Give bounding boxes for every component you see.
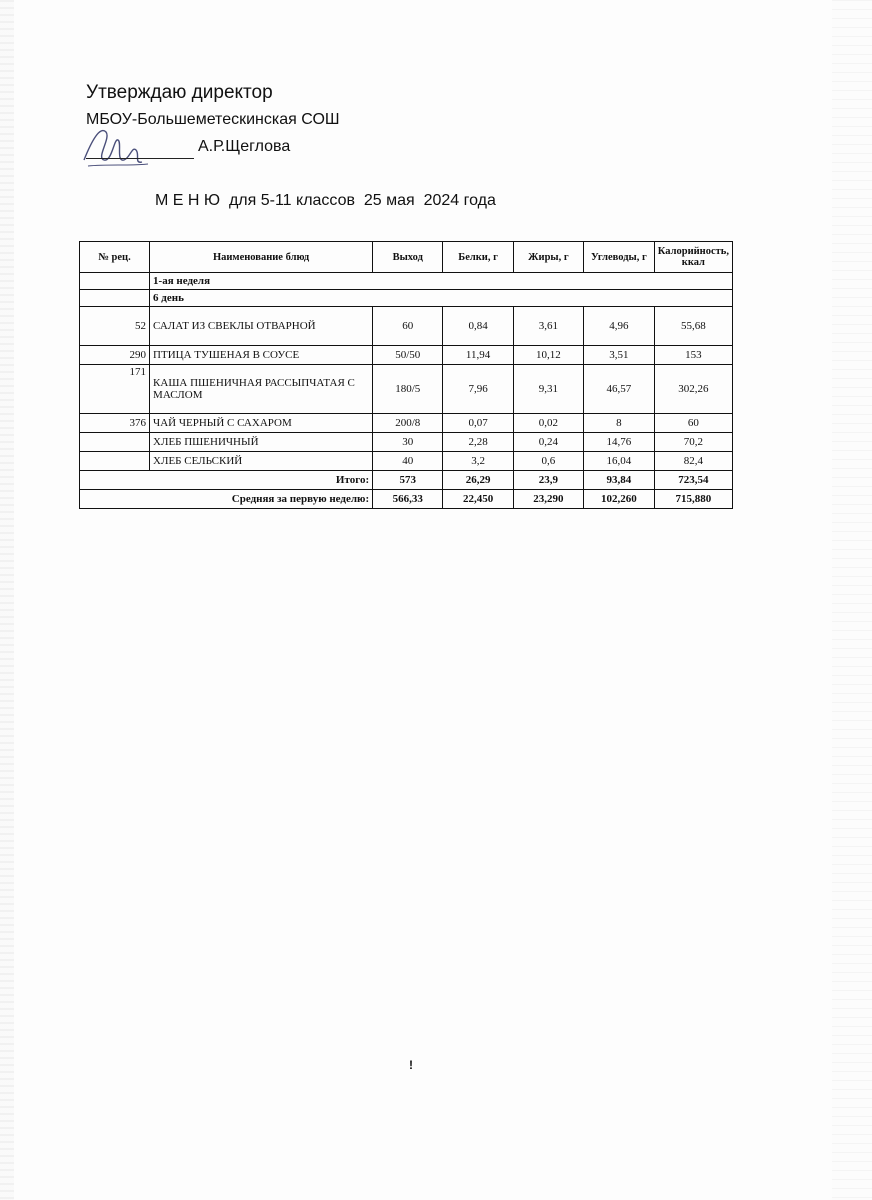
dish-out: 40 xyxy=(373,452,443,471)
dish-carbs: 16,04 xyxy=(584,452,655,471)
table-row xyxy=(80,452,733,471)
dish-out: 50/50 xyxy=(373,346,443,365)
average-out: 566,33 xyxy=(373,490,443,509)
signature-line xyxy=(86,134,340,162)
footer-mark: ! xyxy=(409,1058,413,1072)
dish-fats: 10,12 xyxy=(513,346,583,365)
header-rec: № рец. xyxy=(80,242,150,273)
header-out: Выход xyxy=(373,242,443,273)
dish-out: 30 xyxy=(373,433,443,452)
dish-out: 200/8 xyxy=(373,414,443,433)
dish-proteins: 3,2 xyxy=(443,452,513,471)
total-fats: 23,9 xyxy=(513,471,583,490)
dish-kcal: 55,68 xyxy=(654,307,732,346)
dish-kcal: 82,4 xyxy=(654,452,732,471)
dish-kcal: 70,2 xyxy=(654,433,732,452)
dish-proteins: 2,28 xyxy=(443,433,513,452)
total-carbs: 93,84 xyxy=(584,471,655,490)
total-proteins: 26,29 xyxy=(443,471,513,490)
rec-number: 52 xyxy=(80,307,150,346)
dish-name: САЛАТ ИЗ СВЕКЛЫ ОТВАРНОЙ xyxy=(150,307,373,346)
dish-fats: 3,61 xyxy=(513,307,583,346)
dish-carbs: 46,57 xyxy=(584,365,655,414)
scan-edge-right xyxy=(832,0,872,1200)
dish-proteins: 7,96 xyxy=(443,365,513,414)
day-row xyxy=(80,290,733,307)
header-proteins: Белки, г xyxy=(443,242,513,273)
dish-proteins: 0,84 xyxy=(443,307,513,346)
header-fats: Жиры, г xyxy=(513,242,583,273)
scan-edge-left xyxy=(0,0,14,1200)
dish-kcal: 302,26 xyxy=(654,365,732,414)
dish-carbs: 14,76 xyxy=(584,433,655,452)
rec-number: 376 xyxy=(80,414,150,433)
table-row xyxy=(80,307,733,346)
dish-fats: 9,31 xyxy=(513,365,583,414)
average-fats: 23,290 xyxy=(513,490,583,509)
dish-fats: 0,6 xyxy=(513,452,583,471)
week-label: 1-ая неделя xyxy=(150,273,733,290)
table-row xyxy=(80,365,733,414)
approval-block xyxy=(86,82,340,162)
table-row xyxy=(80,346,733,365)
header-kcal: Калорийность, ккал xyxy=(654,242,732,273)
total-kcal: 723,54 xyxy=(654,471,732,490)
header-carbs: Углеводы, г xyxy=(584,242,655,273)
table-row xyxy=(80,414,733,433)
dish-carbs: 4,96 xyxy=(584,307,655,346)
dish-name: ХЛЕБ ПШЕНИЧНЫЙ xyxy=(150,433,373,452)
dish-out: 60 xyxy=(373,307,443,346)
total-out: 573 xyxy=(373,471,443,490)
average-kcal: 715,880 xyxy=(654,490,732,509)
table-header-row xyxy=(80,242,733,273)
average-carbs: 102,260 xyxy=(584,490,655,509)
total-label: Итого: xyxy=(80,471,373,490)
dish-name: ПТИЦА ТУШЕНАЯ В СОУСЕ xyxy=(150,346,373,365)
dish-name: ХЛЕБ СЕЛЬСКИЙ xyxy=(150,452,373,471)
dish-carbs: 3,51 xyxy=(584,346,655,365)
signer-name: А.Р.Щеглова xyxy=(198,138,291,155)
table-row xyxy=(80,433,733,452)
menu-title: М Е Н Ю для 5-11 классов 25 мая 2024 года xyxy=(155,192,496,209)
menu-table xyxy=(79,241,733,509)
dish-proteins: 11,94 xyxy=(443,346,513,365)
average-proteins: 22,450 xyxy=(443,490,513,509)
signature-icon xyxy=(78,120,166,172)
average-label: Средняя за первую неделю: xyxy=(80,490,373,509)
total-row xyxy=(80,471,733,490)
week-row xyxy=(80,273,733,290)
dish-carbs: 8 xyxy=(584,414,655,433)
dish-out: 180/5 xyxy=(373,365,443,414)
signature-underline xyxy=(86,158,194,159)
school-name: МБОУ-Большеметескинская СОШ xyxy=(86,111,340,128)
dish-fats: 0,24 xyxy=(513,433,583,452)
rec-number xyxy=(80,452,150,471)
dish-fats: 0,02 xyxy=(513,414,583,433)
rec-number: 171 xyxy=(80,365,150,414)
dish-kcal: 60 xyxy=(654,414,732,433)
rec-number: 290 xyxy=(80,346,150,365)
dish-kcal: 153 xyxy=(654,346,732,365)
dish-proteins: 0,07 xyxy=(443,414,513,433)
rec-number xyxy=(80,433,150,452)
dish-name: КАША ПШЕНИЧНАЯ РАССЫПЧАТАЯ С МАСЛОМ xyxy=(150,365,373,414)
day-label: 6 день xyxy=(150,290,733,307)
average-row xyxy=(80,490,733,509)
dish-name: ЧАЙ ЧЕРНЫЙ С САХАРОМ xyxy=(150,414,373,433)
approval-title: Утверждаю директор xyxy=(86,82,273,103)
header-name: Наименование блюд xyxy=(150,242,373,273)
